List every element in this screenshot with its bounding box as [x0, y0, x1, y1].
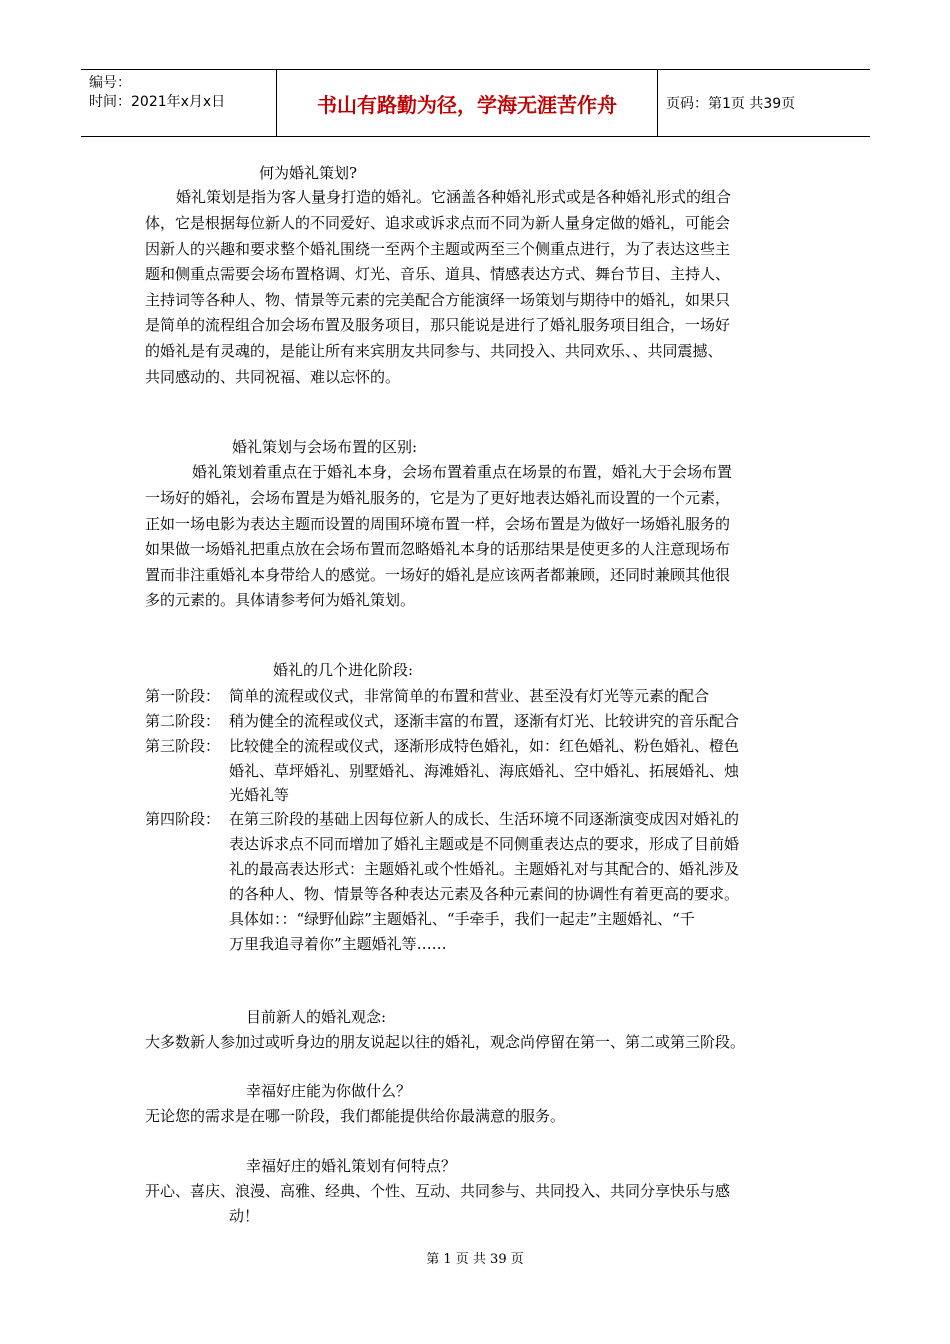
stage-line: 比较健全的流程或仪式，逐渐形成特色婚礼，如：红色婚礼、粉色婚礼、橙色 — [229, 737, 740, 755]
section-title: 婚礼策划与会场布置的区别: — [232, 438, 418, 456]
paragraph-line: 共同感动的、共同祝福、难以忘怀的。 — [145, 368, 401, 386]
section-title: 何为婚礼策划? — [259, 164, 358, 182]
paragraph-line: 多的元素的。具体请参考何为婚礼策划。 — [145, 591, 416, 609]
section-title: 幸福好庄能为你做什么？ — [246, 1082, 412, 1100]
header-meta-cell — [81, 70, 277, 136]
header-page-info: 页码：第1页 共39页 — [666, 96, 796, 112]
stage-line: 表达诉求点不同而增加了婚礼主题或是不同侧重表达点的要求，形成了目前婚 — [229, 835, 740, 853]
page-footer: 第 1 页 共 39 页 — [426, 1252, 524, 1267]
stage-line: 在第三阶段的基础上因每位新人的成长、生活环境不同逐渐演变成因对婚礼的 — [229, 810, 740, 828]
paragraph-line: 的婚礼是有灵魂的，是能让所有来宾朋友共同参与、共同投入、共同欢乐、、共同震撼、 — [145, 342, 723, 360]
paragraph-line: 如果做一场婚礼把重点放在会场布置而忽略婚礼本身的话那结果是使更多的人注意现场布 — [145, 540, 731, 558]
paragraph-line: 婚礼策划着重点在于婚礼本身，会场布置着重点在场景的布置，婚礼大于会场布置 — [192, 463, 733, 481]
stage-label: 第四阶段： — [145, 810, 221, 828]
paragraph-line: 置而非注重婚礼本身带给人的感觉。一场好的婚礼是应该两者都兼顾，还同时兼顾其他很 — [145, 566, 731, 584]
paragraph-line: 大多数新人参加过或听身边的朋友说起以往的婚礼，观念尚停留在第一、第二或第三阶段。 — [145, 1033, 746, 1051]
stage-line: 万里我追寻着你”主题婚礼等…… — [229, 935, 447, 953]
stage-line: 光婚礼等 — [229, 786, 290, 804]
paragraph-line: 是简单的流程组合加会场布置及服务项目，那只能说是进行了婚礼服务项目组合，一场好 — [145, 316, 731, 334]
paragraph-line: 开心、喜庆、浪漫、高雅、经典、个性、互动、共同参与、共同投入、共同分享快乐与感 — [145, 1182, 731, 1200]
document-date: 时间：2021年x月x日 — [89, 94, 226, 110]
paragraph-line: 一场好的婚礼，会场布置是为婚礼服务的，它是为了更好地表达婚礼而设置的一个元素， — [145, 489, 731, 507]
paragraph-line: 题和侧重点需要会场布置格调、灯光、音乐、道具、情感表达方式、舞台节目、主持人、 — [145, 265, 731, 283]
paragraph-line: 无论您的需求是在哪一阶段，我们都能提供给你最满意的服务。 — [145, 1107, 566, 1125]
header-motto: 书山有路勤为径，学海无涯苦作舟 — [277, 70, 658, 136]
paragraph-line: 因新人的兴趣和要求整个婚礼围绕一至两个主题或两至三个侧重点进行，为了表达这些主 — [145, 240, 731, 258]
stage-line: 婚礼、草坪婚礼、别墅婚礼、海滩婚礼、海底婚礼、空中婚礼、拓展婚礼、烛 — [229, 762, 740, 780]
paragraph-line: 主持词等各种人、物、情景等元素的完美配合方能演绎一场策划与期待中的婚礼，如果只 — [145, 291, 731, 309]
header-table — [81, 69, 870, 137]
stage-line: 稍为健全的流程或仪式，逐渐丰富的布置，逐渐有灯光、比较讲究的音乐配合 — [229, 712, 740, 730]
section-title: 婚礼的几个进化阶段: — [273, 661, 414, 679]
paragraph-line: 婚礼策划是指为客人量身打造的婚礼。它涵盖各种婚礼形式或是各种婚礼形式的组合 — [176, 188, 732, 206]
stage-line: 礼的最高表达形式：主题婚礼或个性婚礼。主题婚礼对与其配合的、婚礼涉及 — [229, 860, 740, 878]
stage-label: 第二阶段： — [145, 712, 221, 730]
document-number-label: 编号： — [89, 75, 131, 91]
paragraph-line: 动！ — [229, 1207, 260, 1225]
stage-label: 第三阶段： — [145, 737, 221, 755]
stage-label: 第一阶段： — [145, 687, 221, 705]
section-title: 目前新人的婚礼观念: — [246, 1008, 387, 1026]
stage-line: 具体如：：“绿野仙踪”主题婚礼、“手牵手，我们一起走”主题婚礼、“千 — [229, 910, 695, 928]
paragraph-line: 体，它是根据每位新人的不同爱好、追求或诉求点而不同为新人量身定做的婚礼，可能会 — [145, 214, 731, 232]
stage-line: 的各种人、物、情景等各种表达元素及各种元素间的协调性有着更高的要求。 — [229, 885, 740, 903]
paragraph-line: 正如一场电影为表达主题而设置的周围环境布置一样，会场布置是为做好一场婚礼服务的 — [145, 515, 731, 533]
stage-line: 简单的流程或仪式，非常简单的布置和营业、甚至没有灯光等元素的配合 — [229, 687, 710, 705]
section-title: 幸福好庄的婚礼策划有何特点？ — [246, 1157, 457, 1175]
